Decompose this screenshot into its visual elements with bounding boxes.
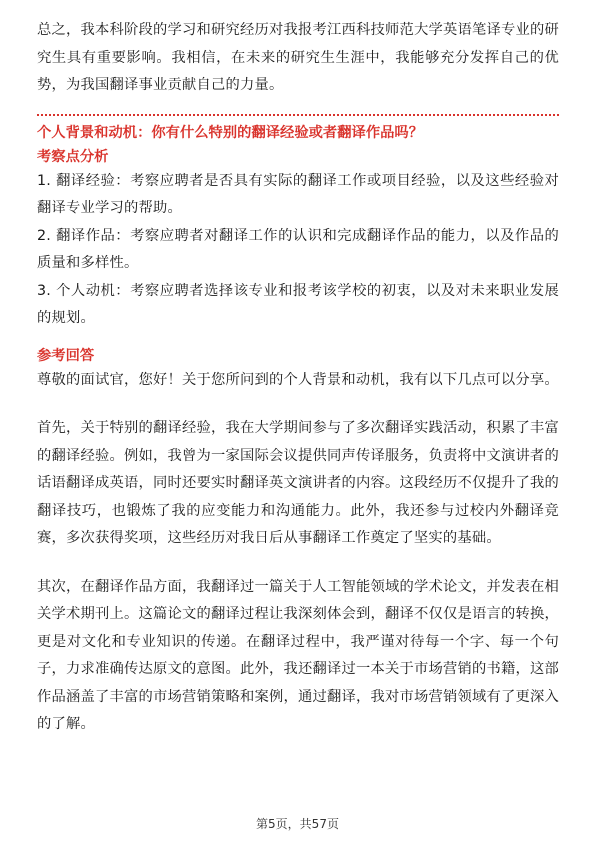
answer-paragraph-experience: 首先，关于特别的翻译经验，我在大学期间参与了多次翻译实践活动，积累了丰富的翻译经验。例如，我曾为一家国际会议提供同声传译服务，负责将中文演讲者的话语翻译成英语，同时还要实时翻译英文演讲者的内容。这段经历不仅提升了我的翻译技巧，也锻炼了我的应变能力和沟通能力。此外，我还参与过校内外翻译竞赛，多次获得奖项，这些经历对我日后从事翻译工作奠定了坚实的基础。 <box>37 420 559 546</box>
question-heading: 个人背景和动机：你有什么特别的翻译经验或者翻译作品吗？ <box>37 124 424 141</box>
paragraph-gap <box>37 553 559 574</box>
answer-paragraph-works: 其次，在翻译作品方面，我翻译过一篇关于人工智能领域的学术论文，并发表在相关学术期刊上。这篇论文的翻译过程让我深刻体会到，翻译不仅仅是语言的转换，更是对文化和专业知识的传递。在翻译过程中，我严谨对待每一个字、每一个句子，力求准确传达原文的意图。此外，我还翻译过一本关于市场营销的书籍，这部作品涵盖了丰富的市场营销策略和案例，通过翻译，我对市场营销领域有了更深入的了解。 <box>37 578 559 732</box>
answer-greeting: 尊敬的面试官，您好！关于您所问到的个人背景和动机，我有以下几点可以分享。 <box>37 371 559 388</box>
analysis-item: 2. 翻译作品：考察应聘者对翻译工作的认识和完成翻译作品的能力，以及作品的质量和多样性。 <box>37 227 559 271</box>
paragraph-gap <box>37 394 559 415</box>
intro-paragraph: 总之，我本科阶段的学习和研究经历对我报考江西科技师范大学英语笔译专业的研究生具有重要影响。我相信，在未来的研究生生涯中，我能够充分发挥自己的优势，为我国翻译事业贡献自己的力量。 <box>37 22 559 93</box>
section-divider <box>37 114 559 116</box>
analysis-item: 1. 翻译经验：考察应聘者是否具有实际的翻译工作或项目经验，以及这些经验对翻译专业学习的帮助。 <box>37 172 559 216</box>
analysis-heading: 考察点分析 <box>37 148 109 165</box>
analysis-list <box>37 168 559 333</box>
answer-heading: 参考回答 <box>37 347 95 364</box>
page-number: 第5页，共57页 <box>256 817 339 831</box>
page-content <box>37 17 559 739</box>
analysis-item: 3. 个人动机：考察应聘者选择该专业和报考该学校的初衷，以及对未来职业发展的规划。 <box>37 282 559 326</box>
